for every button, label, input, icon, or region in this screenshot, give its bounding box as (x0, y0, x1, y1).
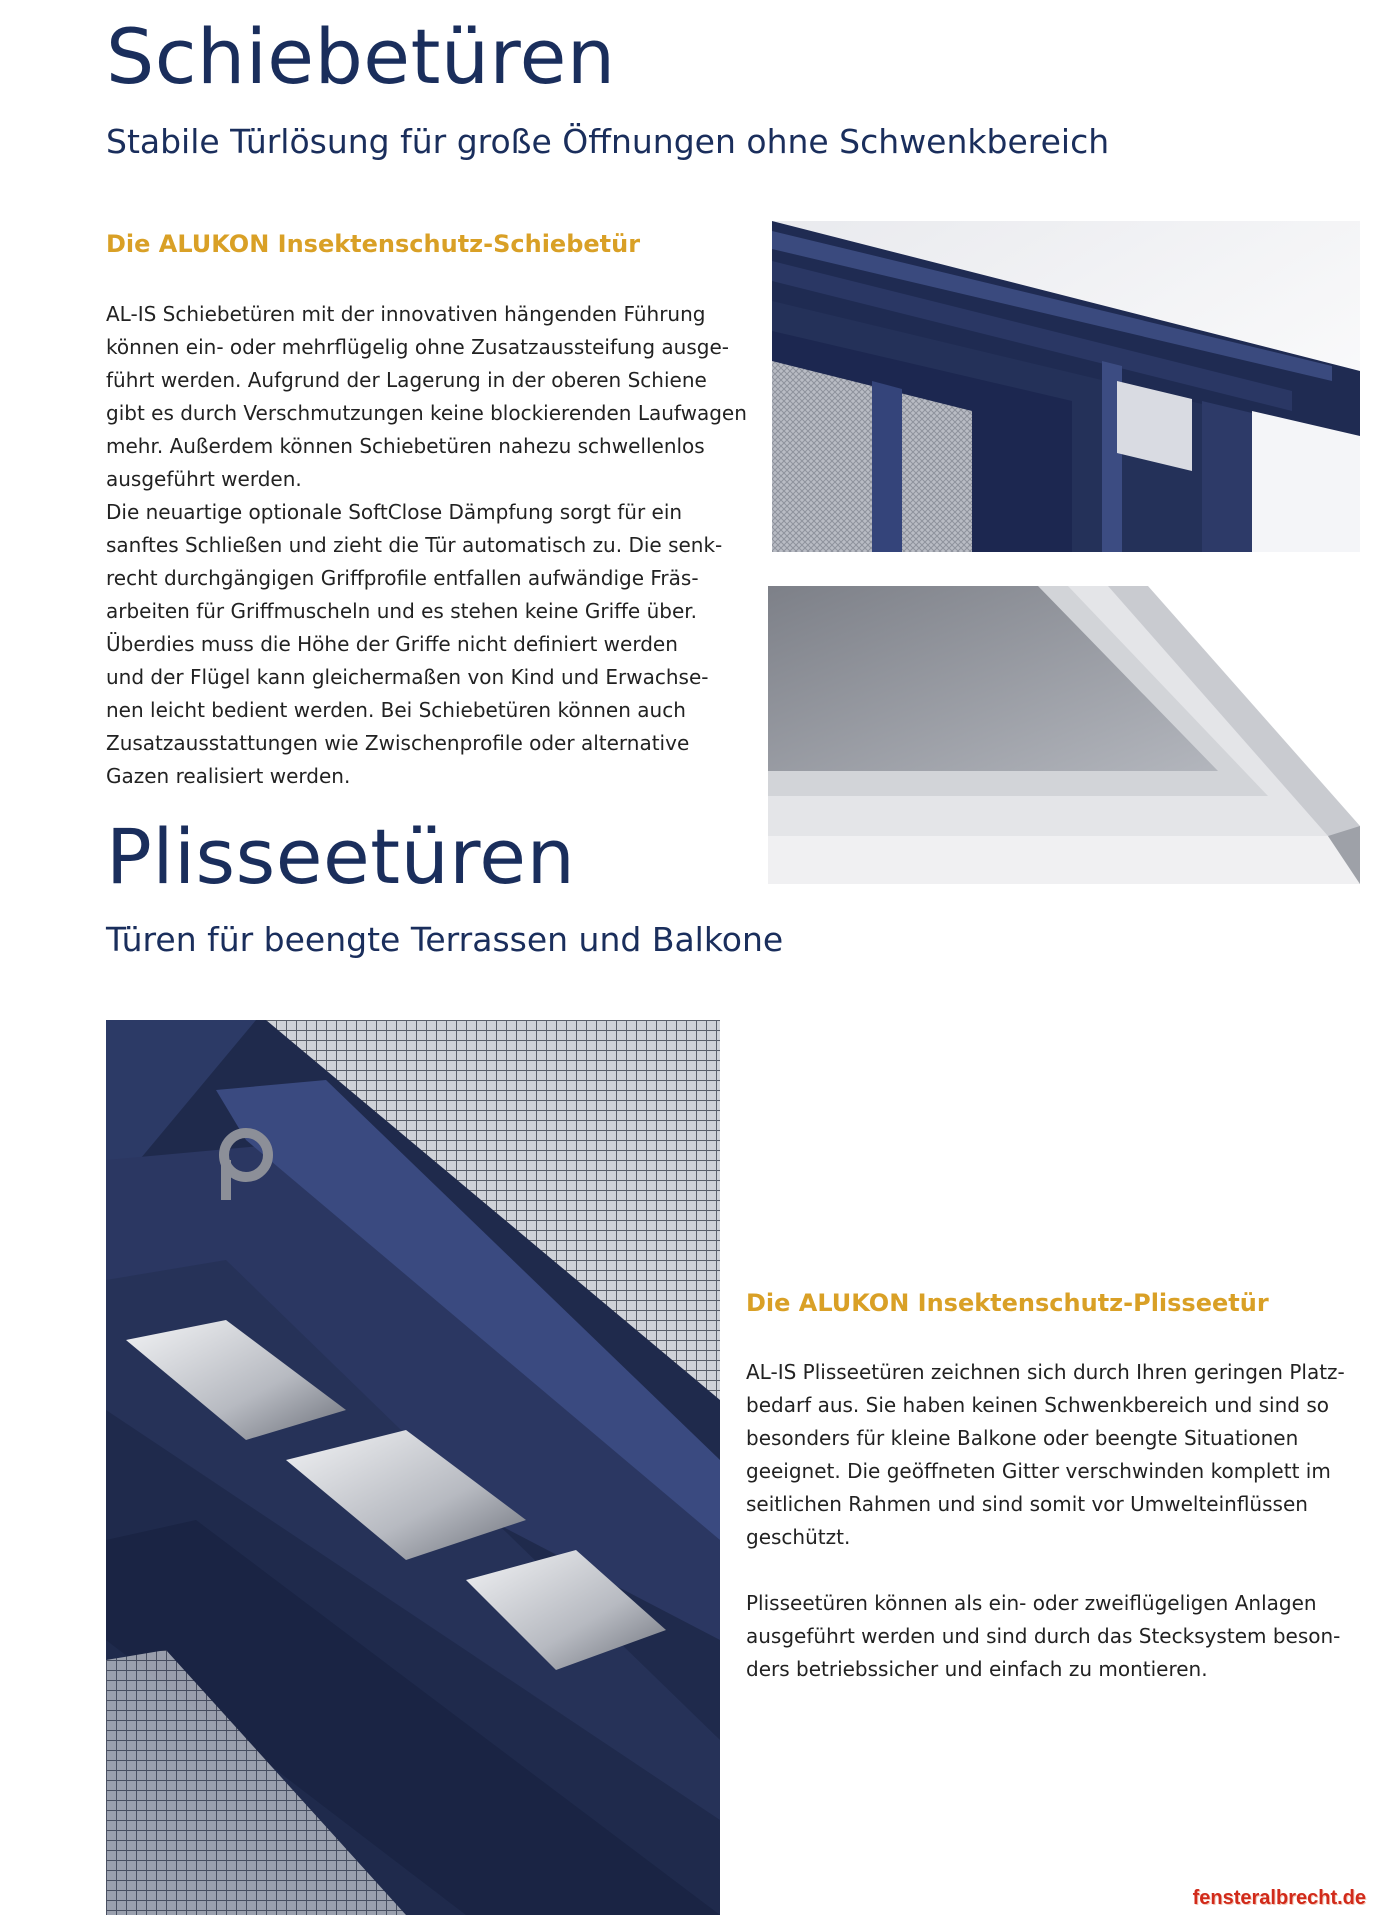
heading-plisseetuer: Die ALUKON Insektenschutz-Plisseetür (746, 1289, 1269, 1317)
text-line: nen leicht bedient werden. Bei Schiebetüren können auch (106, 698, 686, 722)
text-line: Zusatzausstattungen wie Zwischenprofile oder alternative (106, 731, 690, 755)
text-line: seitlichen Rahmen und sind somit vor Umwelteinflüssen (746, 1492, 1308, 1516)
text-line: ders betriebssicher und einfach zu montieren. (746, 1657, 1208, 1681)
photo-white-frame-corner (768, 586, 1360, 884)
heading-schiebetuer: Die ALUKON Insektenschutz-Schiebetür (106, 230, 641, 258)
text-line: recht durchgängigen Griffprofile entfallen aufwändige Fräs- (106, 566, 699, 590)
page-title-plisseetueren: Plisseetüren (106, 812, 576, 901)
text-line: AL-IS Schiebetüren mit der innovativen hängenden Führung (106, 302, 706, 326)
body-text-schiebetuer (106, 298, 747, 793)
text-line: Plisseetüren können als ein- oder zweiflügeligen Anlagen (746, 1591, 1317, 1615)
text-line: geschützt. (746, 1525, 851, 1549)
watermark-text: fensteralbrecht.de (1192, 1887, 1366, 1909)
text-line: ausgeführt werden. (106, 467, 302, 491)
text-line: ausgeführt werden und sind durch das Stecksystem beson- (746, 1624, 1341, 1648)
text-line: Gazen realisiert werden. (106, 764, 351, 788)
text-line: können ein- oder mehrflügelig ohne Zusatzaussteifung ausge- (106, 335, 729, 359)
text-line-spacer (746, 1554, 1346, 1587)
text-line: gibt es durch Verschmutzungen keine blockierenden Laufwagen (106, 401, 747, 425)
text-line: mehr. Außerdem können Schiebetüren nahezu schwellenlos (106, 434, 705, 458)
subtitle-schiebetueren: Stabile Türlösung für große Öffnungen ohne Schwenkbereich (106, 122, 1110, 161)
page-title-schiebetueren: Schiebetüren (106, 12, 616, 101)
text-line: arbeiten für Griffmuscheln und es stehen keine Griffe über. (106, 599, 697, 623)
plisse-closeup-illustration (106, 1020, 720, 1915)
subtitle-plisseetueren: Türen für beengte Terrassen und Balkone (106, 920, 784, 959)
text-line: sanftes Schließen und zieht die Tür automatisch zu. Die senk- (106, 533, 723, 557)
text-line: bedarf aus. Sie haben keinen Schwenkbereich und sind so (746, 1393, 1329, 1417)
text-line: AL-IS Plisseetüren zeichnen sich durch Ihren geringen Platz- (746, 1360, 1345, 1384)
body-text-plisseetuer (746, 1356, 1346, 1686)
text-line: geeignet. Die geöffneten Gitter verschwinden komplett im (746, 1459, 1331, 1483)
white-frame-illustration (768, 586, 1360, 884)
text-line: besonders für kleine Balkone oder beengte Situationen (746, 1426, 1299, 1450)
photo-blue-frame-corner (772, 221, 1360, 552)
text-line: Die neuartige optionale SoftClose Dämpfung sorgt für ein (106, 500, 683, 524)
photo-plisse-closeup (106, 1020, 720, 1915)
text-line: führt werden. Aufgrund der Lagerung in der oberen Schiene (106, 368, 707, 392)
text-line: Überdies muss die Höhe der Griffe nicht definiert werden (106, 632, 678, 656)
blue-frame-illustration (772, 221, 1360, 552)
text-line: und der Flügel kann gleichermaßen von Kind und Erwachse- (106, 665, 709, 689)
